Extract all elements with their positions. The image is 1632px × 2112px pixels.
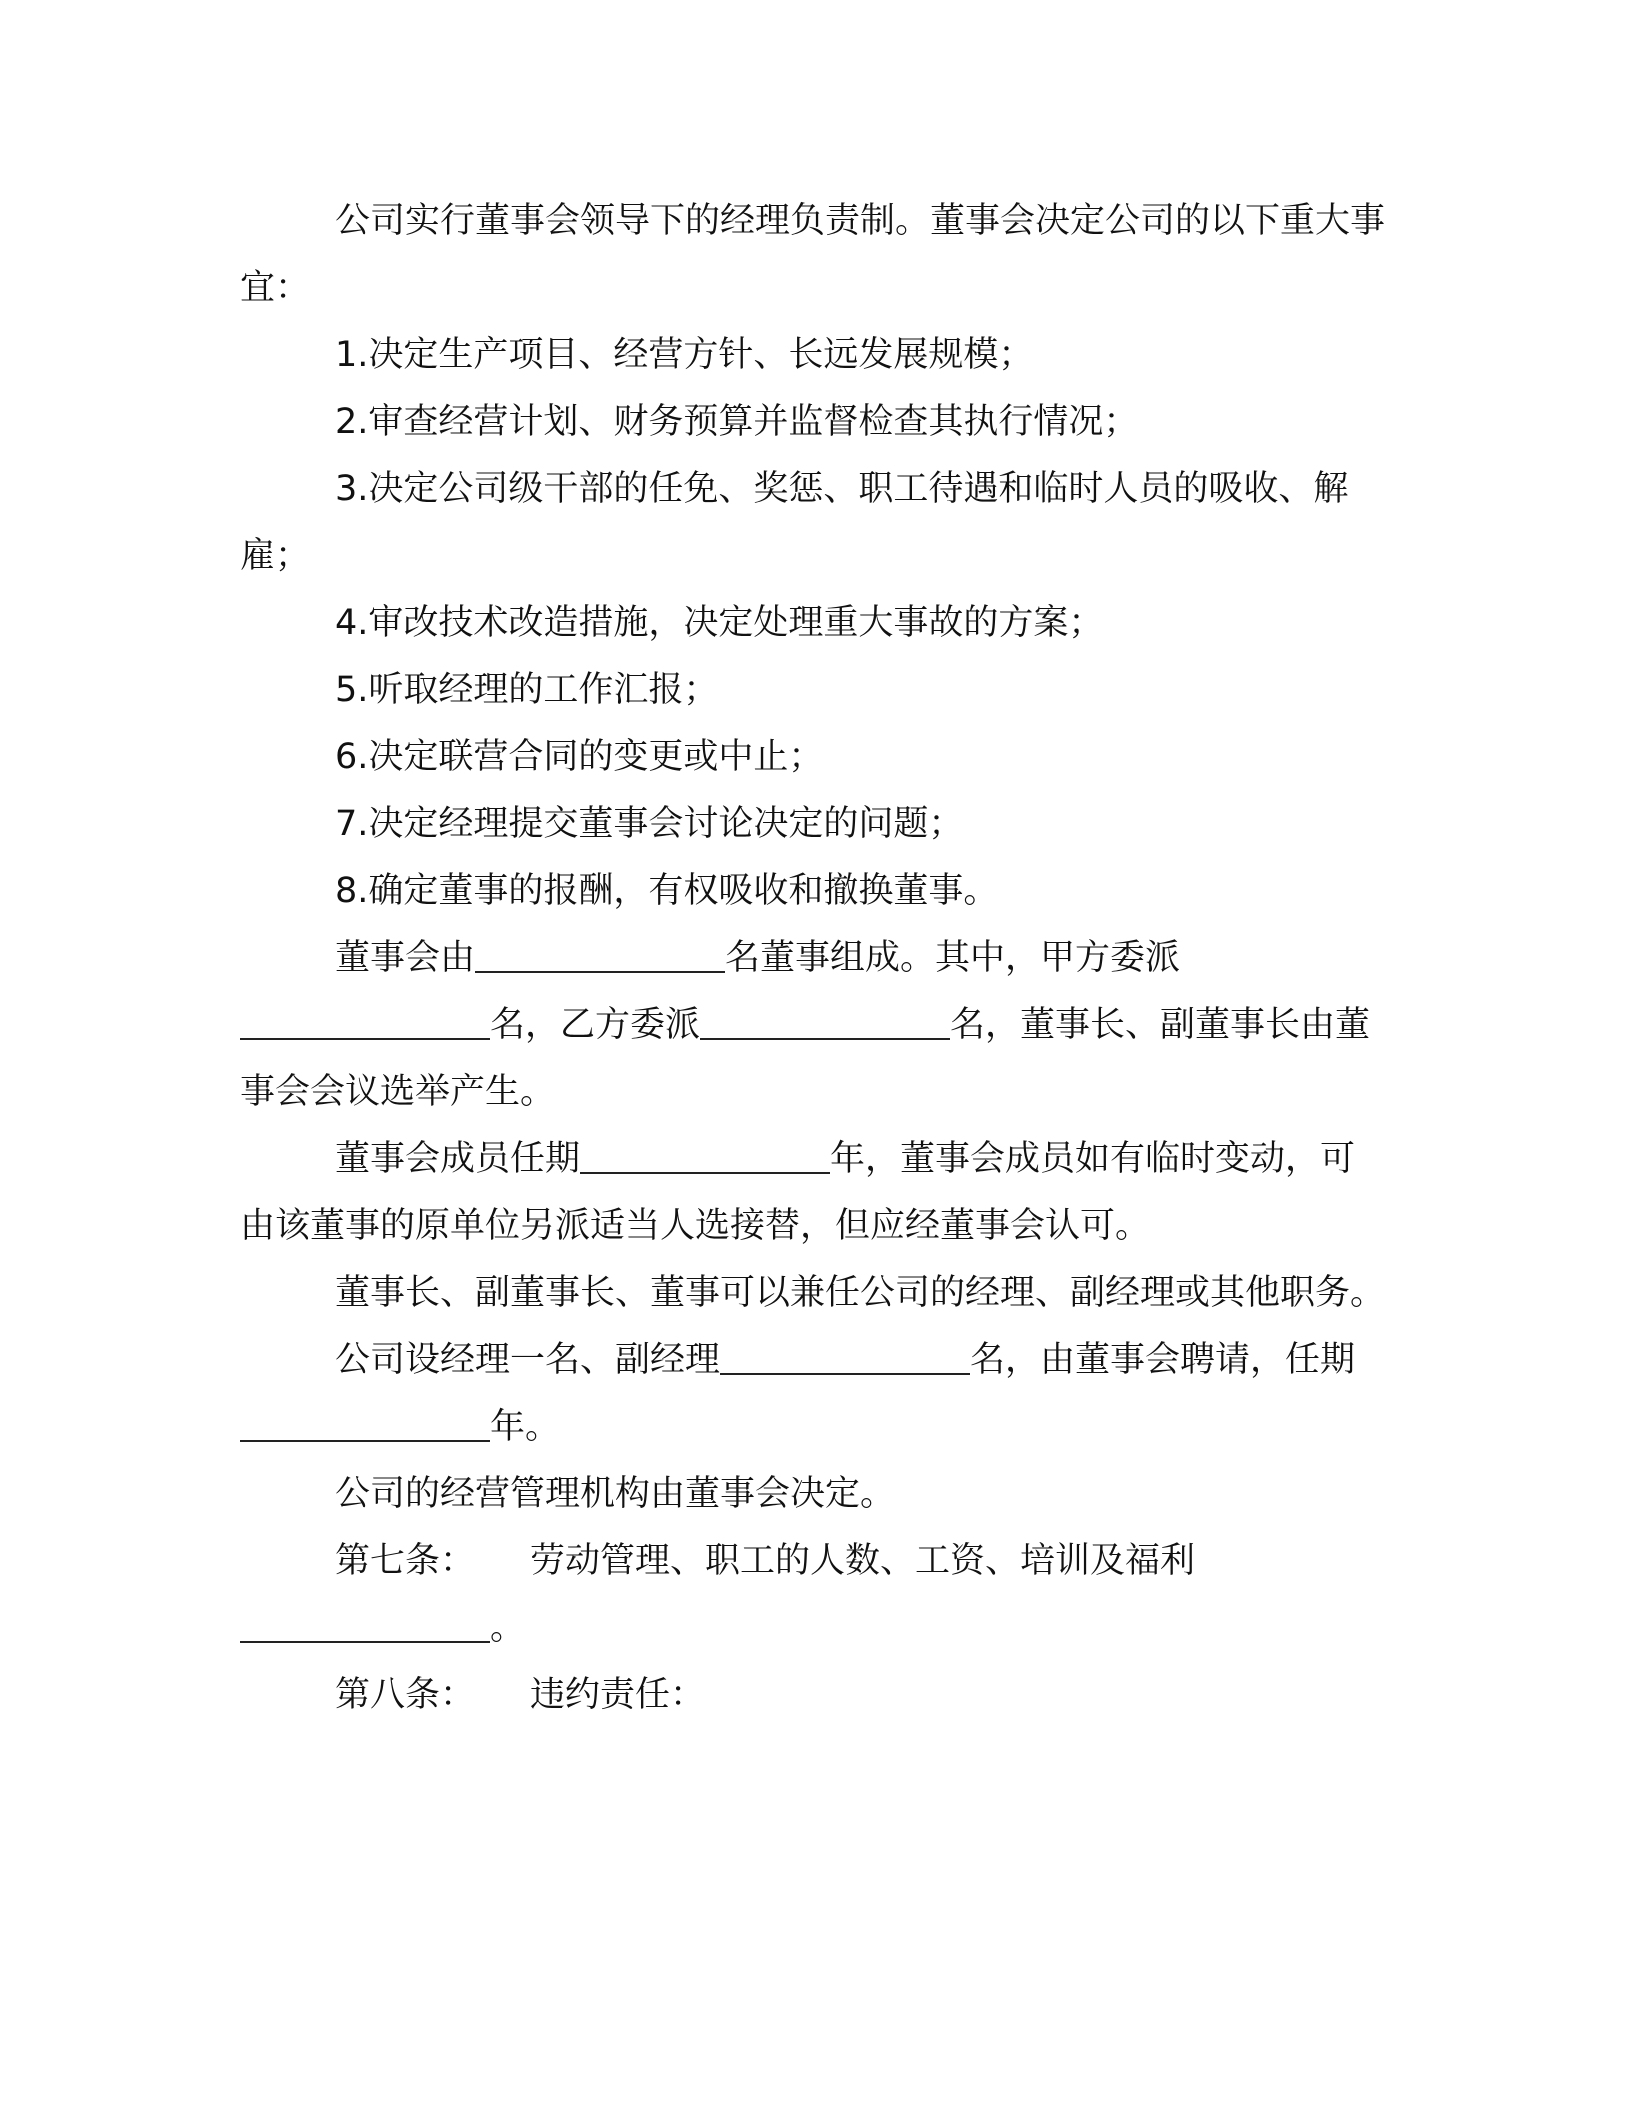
intro-paragraph: 公司实行董事会领导下的经理负责制。董事会决定公司的以下重大事宜： (240, 201, 1386, 308)
term-years-blank[interactable] (580, 1142, 830, 1174)
board-member-count-blank[interactable] (475, 941, 725, 973)
list-item-8: 8.确定董事的报酬，有权吸收和撤换董事。 (335, 871, 999, 911)
manager-text-3: 年。 (490, 1407, 561, 1447)
party-a-count-blank[interactable] (240, 1008, 490, 1040)
article-8-paragraph (240, 1662, 1390, 1729)
board-text-2: 名董事组成。其中，甲方委派 (725, 938, 1181, 978)
manager-paragraph (240, 1327, 1390, 1461)
document-page (240, 188, 1390, 1729)
manager-text-1: 公司设经理一名、副经理 (335, 1340, 721, 1380)
list-item-3: 3.决定公司级干部的任免、奖惩、职工待遇和临时人员的吸收、解雇； (240, 469, 1349, 576)
list-item-1: 1.决定生产项目、经营方针、长远发展规模； (335, 335, 1034, 375)
board-text-1: 董事会由 (335, 938, 476, 978)
management-structure-paragraph: 公司的经营管理机构由董事会决定。 (335, 1474, 896, 1514)
article-7-text: 劳动管理、职工的人数、工资、培训及福利 (530, 1541, 1196, 1581)
concurrent-posts-paragraph: 董事长、副董事长、董事可以兼任公司的经理、副经理或其他职务。 (335, 1273, 1386, 1313)
deputy-manager-count-blank[interactable] (720, 1343, 970, 1375)
board-composition-paragraph (240, 925, 1390, 1126)
article-7-paragraph (240, 1528, 1390, 1662)
term-text-1: 董事会成员任期 (335, 1139, 581, 1179)
article-8-label: 第八条： (335, 1675, 476, 1715)
term-text-2: 年，董事会成员如有临时变动，可由该董事的原单位另派适当人选接替，但应经董事会认可。 (240, 1139, 1356, 1246)
manager-term-blank[interactable] (240, 1410, 490, 1442)
welfare-blank[interactable] (240, 1611, 490, 1643)
board-text-3: 名，乙方委派 (490, 1005, 701, 1045)
article-8-text: 违约责任： (530, 1675, 706, 1715)
list-item-4: 4.审改技术改造措施，决定处理重大事故的方案； (335, 603, 1104, 643)
party-b-count-blank[interactable] (700, 1008, 950, 1040)
list-item-5: 5.听取经理的工作汇报； (335, 670, 719, 710)
list-item-2: 2.审查经营计划、财务预算并监督检查其执行情况； (335, 402, 1139, 442)
list-item-6: 6.决定联营合同的变更或中止； (335, 737, 824, 777)
article-7-label: 第七条： (335, 1541, 476, 1581)
list-item-7: 7.决定经理提交董事会讨论决定的问题； (335, 804, 964, 844)
article-7-end: 。 (490, 1608, 526, 1648)
board-term-paragraph (240, 1126, 1390, 1260)
board-text-4: 名，董事长、副董事长由董事会会议选举产生。 (240, 1005, 1371, 1112)
manager-text-2: 名，由董事会聘请，任期 (970, 1340, 1356, 1380)
